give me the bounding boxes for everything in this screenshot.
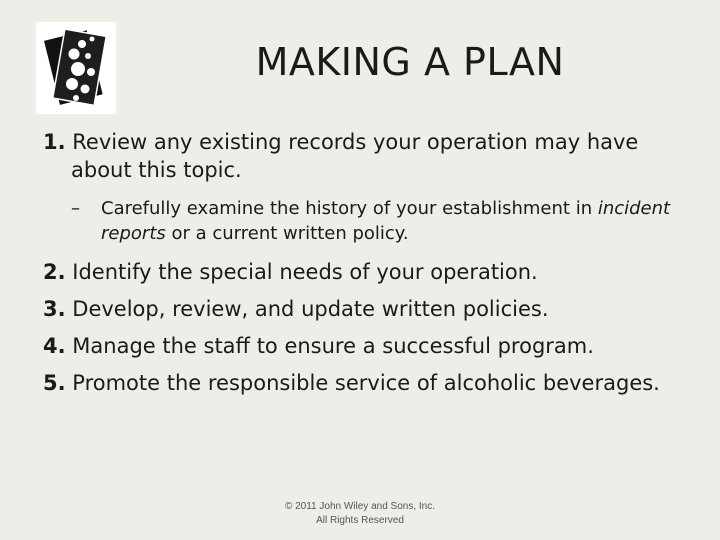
copyright-line: © 2011 John Wiley and Sons, Inc. <box>284 501 436 512</box>
dash-bullet: – <box>71 198 80 219</box>
bullet-list <box>43 128 703 406</box>
item-number: 5. <box>43 371 66 395</box>
list-item <box>43 128 703 184</box>
list-item <box>43 332 703 360</box>
item-text: Manage the staff to ensure a successful program. <box>72 334 594 358</box>
item-text: Promote the responsible service of alcoholic beverages. <box>72 371 660 395</box>
list-item <box>43 295 703 323</box>
bullet-list-rest <box>43 258 703 397</box>
item-number: 4. <box>43 334 66 358</box>
sub-item <box>71 196 703 246</box>
list-item <box>43 369 703 397</box>
item-number: 3. <box>43 297 66 321</box>
copyright-footer <box>200 500 520 528</box>
logo <box>36 22 116 114</box>
sub-item-text: Carefully examine the history of your establishment in <box>101 198 598 219</box>
item-text: Identify the special needs of your operation. <box>72 260 538 284</box>
item-text: Review any existing records your operation may have about this topic. <box>71 130 639 182</box>
item-text: Develop, review, and update written policies. <box>72 297 549 321</box>
sub-item-italic-text: incident reports <box>101 198 671 244</box>
item-number: 2. <box>43 260 66 284</box>
bubbles-logo-icon <box>36 22 116 114</box>
page-title: MAKING A PLAN <box>255 40 565 84</box>
sub-item-text-end: or a current written policy. <box>165 223 409 244</box>
rights-line: All Rights Reserved <box>316 515 404 526</box>
list-item <box>43 258 703 286</box>
item-number: 1. <box>43 130 66 154</box>
